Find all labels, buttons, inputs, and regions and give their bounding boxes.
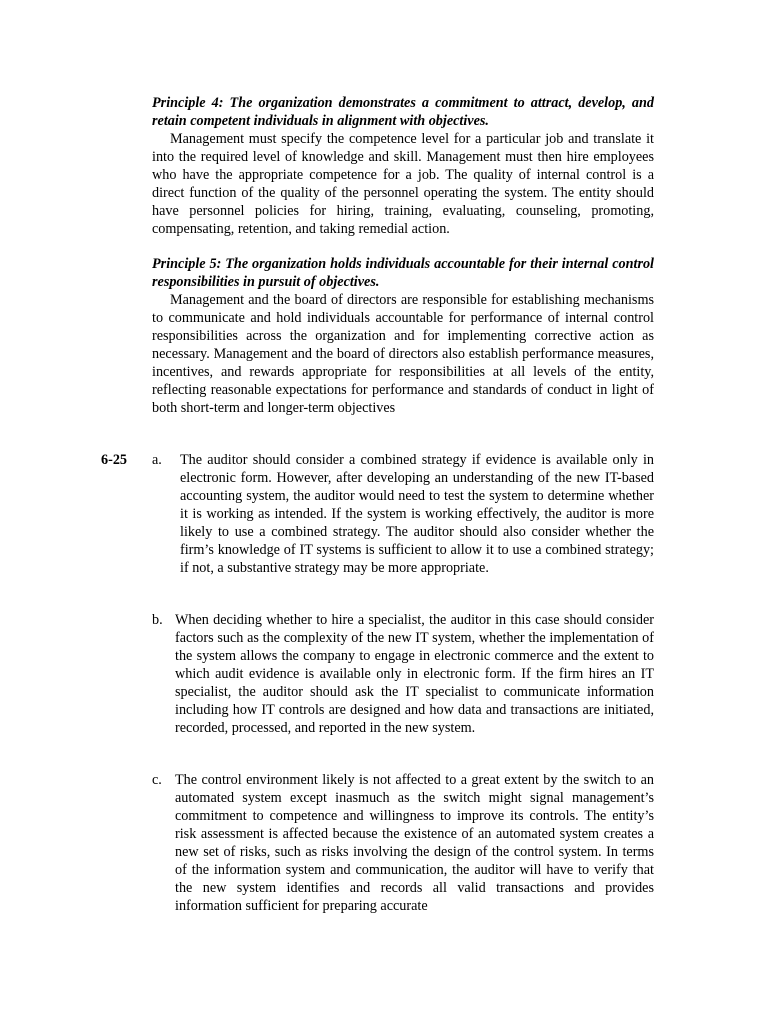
principle-5-section <box>152 255 654 417</box>
problem-number: 6-25 <box>101 452 128 468</box>
principle-4-body: Management must specify the competence level for a particular job and translate it into the required level of knowledge and skill. Management must then hire employees who have the appropriate competence for a job. The quality of internal control is a direct function of the quality of the personnel operating the system. The entity should have personnel policies for hiring, training, evaluating, counseling, promoting, compensating, retention, and taking remedial action. <box>152 131 654 237</box>
item-marker: c. <box>152 772 162 788</box>
item-text: The auditor should consider a combined strategy if evidence is available only in electronic form. However, after developing an understanding of the new IT-based accounting system, the auditor would need to test the system to determine whether it is working as intended. If the system is working effectively, the auditor is more likely to use a combined strategy. The auditor should also consider whether the firm’s knowledge of IT systems is sufficient to allow it to use a combined strategy; if not, a substantive strategy may be more appropriate. <box>180 452 654 576</box>
item-marker: b. <box>152 612 163 628</box>
item-marker: a. <box>152 452 162 468</box>
principle-5-body: Management and the board of directors are responsible for establishing mechanisms to communicate and hold individuals accountable for performance of internal control responsibilities across the organization and for implementing corrective action as necessary. Management and the board of directors also establish performance measures, incentives, and rewards appropriate for responsibilities at all levels of the entity, reflecting reasonable expectations for performance and standards of conduct in light of both short-term and longer-term objectives <box>152 292 654 416</box>
item-text: The control environment likely is not affected to a great extent by the switch to an automated system except inasmuch as the switch might signal management’s commitment to competence and willingness to improve its controls. The entity’s risk assessment is affected because the existence of an automated system creates a new set of risks, such as risks involving the design of the control system. In terms of the information system and communication, the auditor will have to verify that the new system identifies and records all valid transactions and provides information sufficient for preparing accurate <box>175 772 654 914</box>
item-text: When deciding whether to hire a specialist, the auditor in this case should consider factors such as the complexity of the new IT system, whether the implementation of the system allows the company to engage in electronic commerce and the extent to which audit evidence is available only in electronic form. If the firm hires an IT specialist, the auditor should ask the IT specialist to communicate information including how IT controls are designed and how data and transactions are initiated, recorded, processed, and reported in the new system. <box>175 612 654 736</box>
principle-5-heading: Principle 5: The organization holds individuals accountable for their internal control responsibilities in pursuit of objectives. <box>152 256 654 290</box>
principle-4-heading: Principle 4: The organization demonstrates a commitment to attract, develop, and retain competent individuals in alignment with objectives. <box>152 95 654 129</box>
principle-4-section <box>152 94 654 238</box>
